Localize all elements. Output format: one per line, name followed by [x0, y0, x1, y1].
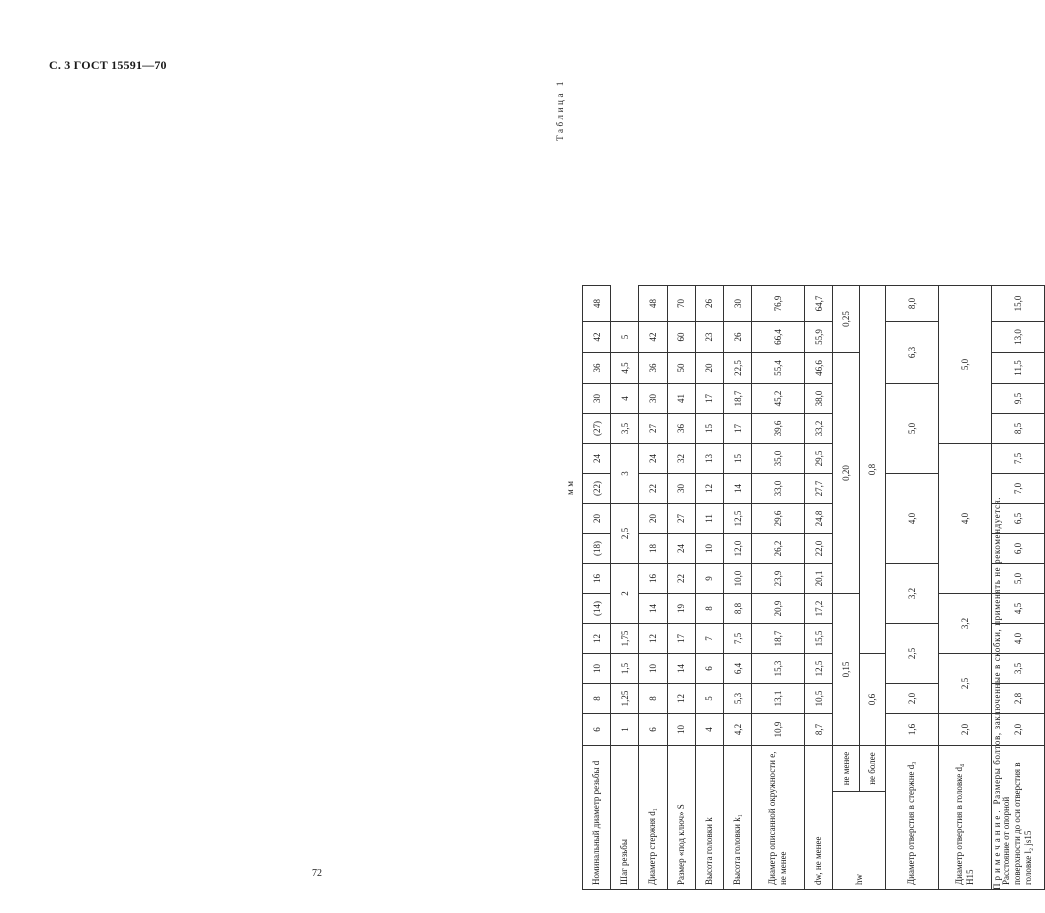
value-cell: 5 [611, 322, 639, 353]
value-cell: 19 [667, 594, 695, 624]
value-cell: 6 [695, 654, 723, 684]
row-label: Диаметр описанной окружности e, не менее [752, 746, 805, 890]
value-cell: 29,6 [752, 504, 805, 534]
value-cell: 41 [667, 384, 695, 414]
value-cell: 4,0 [885, 474, 938, 564]
value-cell: 2 [611, 564, 639, 624]
value-cell: 24,8 [805, 504, 833, 534]
value-cell: 14 [667, 654, 695, 684]
value-cell: 10,5 [805, 684, 833, 714]
row-pitch [611, 286, 639, 890]
value-cell: 76,9 [752, 286, 805, 322]
value-cell: 30 [723, 286, 751, 322]
value-cell: 30 [639, 384, 667, 414]
page-number: 72 [312, 868, 322, 879]
table-caption: Таблица 1 [555, 79, 565, 141]
value-cell: 11 [695, 504, 723, 534]
diameter-header: (27) [583, 414, 611, 444]
value-cell: 18 [639, 534, 667, 564]
diameter-header: 42 [583, 322, 611, 353]
row-label: Расстояние от опорной поверхности до оси отверстия в головке l₂ js15 [991, 746, 1044, 890]
value-cell: 6 [639, 714, 667, 746]
row-key-size [667, 286, 695, 890]
value-cell: 29,5 [805, 444, 833, 474]
note-text: Размеры болтов, заключенные в скобки, применять не рекомендуется. [992, 496, 1002, 805]
value-cell: 7,5 [991, 444, 1044, 474]
value-cell: 4,2 [723, 714, 751, 746]
value-cell: 8,8 [723, 594, 751, 624]
value-cell: 48 [639, 286, 667, 322]
value-cell: 17 [723, 414, 751, 444]
diameter-header: 48 [583, 286, 611, 322]
value-cell: 32 [667, 444, 695, 474]
note-prefix: Примечание. [992, 807, 1002, 890]
value-cell: 38,0 [805, 384, 833, 414]
value-cell: 36 [667, 414, 695, 444]
value-cell: 5,0 [885, 384, 938, 474]
value-cell: 26 [695, 286, 723, 322]
value-cell: 13,1 [752, 684, 805, 714]
value-cell: 2,5 [611, 504, 639, 564]
value-cell: 15 [723, 444, 751, 474]
diameter-header: 10 [583, 654, 611, 684]
value-cell: 2,0 [991, 714, 1044, 746]
value-cell: 12 [695, 474, 723, 504]
value-cell: 8,7 [805, 714, 833, 746]
value-cell: 6,0 [991, 534, 1044, 564]
row-label: Высота головки k₁ [723, 746, 751, 890]
value-cell: 12 [639, 624, 667, 654]
value-cell: 6,4 [723, 654, 751, 684]
value-cell: 46,6 [805, 353, 833, 384]
diameter-header: 16 [583, 564, 611, 594]
row-dw [805, 286, 833, 890]
value-cell: 15 [695, 414, 723, 444]
value-cell: 15,5 [805, 624, 833, 654]
value-cell: 5 [695, 684, 723, 714]
value-cell: 17,2 [805, 594, 833, 624]
value-cell: 10,0 [723, 564, 751, 594]
value-cell: 26 [723, 322, 751, 353]
value-cell: 2,5 [885, 624, 938, 684]
value-cell: 9 [695, 564, 723, 594]
diameter-header: 20 [583, 504, 611, 534]
hw-max-label: не более [859, 746, 885, 792]
value-cell: 12 [667, 684, 695, 714]
value-cell: 0,25 [833, 286, 859, 353]
value-cell: 8 [639, 684, 667, 714]
row-hole-shank-d3 [885, 286, 938, 890]
row-label: dw, не менее [805, 746, 833, 890]
row-label: Диаметр стержня d₁ [639, 746, 667, 890]
value-cell: 17 [667, 624, 695, 654]
value-cell: 35,0 [752, 444, 805, 474]
value-cell: 23,9 [752, 564, 805, 594]
value-cell: 4 [695, 714, 723, 746]
value-cell: 12,5 [723, 504, 751, 534]
value-cell: 10 [695, 534, 723, 564]
value-cell: 20,9 [752, 594, 805, 624]
value-cell: 26,2 [752, 534, 805, 564]
value-cell: 33,0 [752, 474, 805, 504]
value-cell: 3,5 [611, 414, 639, 444]
rotated-table-area [555, 77, 1035, 890]
diameter-header: 6 [583, 714, 611, 746]
diameter-header: 8 [583, 684, 611, 714]
row-head-height-k [695, 286, 723, 890]
value-cell: 6,5 [991, 504, 1044, 534]
value-cell: 24 [667, 534, 695, 564]
value-cell: 5,0 [938, 286, 991, 444]
units-label: мм [565, 478, 575, 495]
value-cell: 64,7 [805, 286, 833, 322]
value-cell: 70 [667, 286, 695, 322]
value-cell: 16 [639, 564, 667, 594]
value-cell: 18,7 [752, 624, 805, 654]
value-cell: 6,3 [885, 322, 938, 384]
row-nominal-diameter [583, 286, 611, 890]
value-cell: 7,5 [723, 624, 751, 654]
diameter-header: (14) [583, 594, 611, 624]
value-cell: 22 [639, 474, 667, 504]
value-cell: 2,0 [938, 714, 991, 746]
row-label: Диаметр отверстия в стержне d₃ [885, 746, 938, 890]
value-cell: 39,6 [752, 414, 805, 444]
value-cell: 50 [667, 353, 695, 384]
table-note [992, 497, 1002, 890]
diameter-header: 30 [583, 384, 611, 414]
value-cell: 2,0 [885, 684, 938, 714]
value-cell: 0,15 [833, 594, 859, 746]
value-cell: 15,3 [752, 654, 805, 684]
value-cell: 20 [695, 353, 723, 384]
value-cell: 14 [639, 594, 667, 624]
value-cell: 22,0 [805, 534, 833, 564]
value-cell: 8,0 [885, 286, 938, 322]
value-cell: 55,4 [752, 353, 805, 384]
value-cell: 4,0 [938, 444, 991, 594]
row-hole-head-d4 [938, 286, 991, 890]
value-cell: 1 [611, 714, 639, 746]
diameter-header: 36 [583, 353, 611, 384]
hw-min-label: не менее [833, 746, 859, 792]
value-cell: 27 [639, 414, 667, 444]
value-cell: 30 [667, 474, 695, 504]
value-cell: 27,7 [805, 474, 833, 504]
value-cell: 7,0 [991, 474, 1044, 504]
row-head-height-k1 [723, 286, 751, 890]
value-cell: 23 [695, 322, 723, 353]
diameter-header: (22) [583, 474, 611, 504]
value-cell: 1,5 [611, 654, 639, 684]
row-label: Шаг резьбы [611, 746, 639, 890]
value-cell: 4 [611, 384, 639, 414]
value-cell: 27 [667, 504, 695, 534]
value-cell: 7 [695, 624, 723, 654]
value-cell: 4,5 [611, 353, 639, 384]
value-cell: 3,5 [991, 654, 1044, 684]
row-label: Размер «под ключ» S [667, 746, 695, 890]
row-label: Высота головки k [695, 746, 723, 890]
hw-label: hw [833, 792, 885, 890]
value-cell: 36 [639, 353, 667, 384]
value-cell: 0,20 [833, 353, 859, 594]
row-label: Номинальный диаметр резьбы d [583, 746, 611, 890]
value-cell: 17 [695, 384, 723, 414]
value-cell: 9,5 [991, 384, 1044, 414]
value-cell: 55,9 [805, 322, 833, 353]
page-header: С. 3 ГОСТ 15591—70 [49, 58, 167, 72]
value-cell: 3,2 [885, 564, 938, 624]
row-circumscribed-diameter [752, 286, 805, 890]
value-cell: 13,0 [991, 322, 1044, 353]
diameter-header: 24 [583, 444, 611, 474]
value-cell: 8 [695, 594, 723, 624]
value-cell: 66,4 [752, 322, 805, 353]
value-cell: 20,1 [805, 564, 833, 594]
value-cell: 5,0 [991, 564, 1044, 594]
value-cell: 0,8 [859, 286, 885, 654]
value-cell: 18,7 [723, 384, 751, 414]
value-cell: 14 [723, 474, 751, 504]
value-cell: 10,9 [752, 714, 805, 746]
value-cell: 8,5 [991, 414, 1044, 444]
value-cell: 3,2 [938, 594, 991, 654]
value-cell: 12,5 [805, 654, 833, 684]
value-cell: 10 [639, 654, 667, 684]
value-cell: 24 [639, 444, 667, 474]
diameter-header: 12 [583, 624, 611, 654]
value-cell: 2,8 [991, 684, 1044, 714]
bolt-dimensions-table [582, 285, 1045, 890]
value-cell: 1,6 [885, 714, 938, 746]
value-cell: 1,75 [611, 624, 639, 654]
value-cell: 22,5 [723, 353, 751, 384]
value-cell: 45,2 [752, 384, 805, 414]
value-cell: 5,3 [723, 684, 751, 714]
diameter-header: (18) [583, 534, 611, 564]
value-cell: 60 [667, 322, 695, 353]
value-cell: 13 [695, 444, 723, 474]
row-shank-diameter [639, 286, 667, 890]
value-cell: 33,2 [805, 414, 833, 444]
value-cell: 42 [639, 322, 667, 353]
value-cell: 15,0 [991, 286, 1044, 322]
value-cell: 2,5 [938, 654, 991, 714]
value-cell: 4,0 [991, 624, 1044, 654]
value-cell: 11,5 [991, 353, 1044, 384]
value-cell: 4,5 [991, 594, 1044, 624]
value-cell: 0,6 [859, 654, 885, 746]
value-cell: 12,0 [723, 534, 751, 564]
row-hw-min [833, 286, 859, 890]
value-cell: 3 [611, 444, 639, 504]
value-cell: 1,25 [611, 684, 639, 714]
value-cell: 22 [667, 564, 695, 594]
value-cell: 20 [639, 504, 667, 534]
row-label: Диаметр отверстия в головке d₄ H15 [938, 746, 991, 890]
value-cell: 10 [667, 714, 695, 746]
